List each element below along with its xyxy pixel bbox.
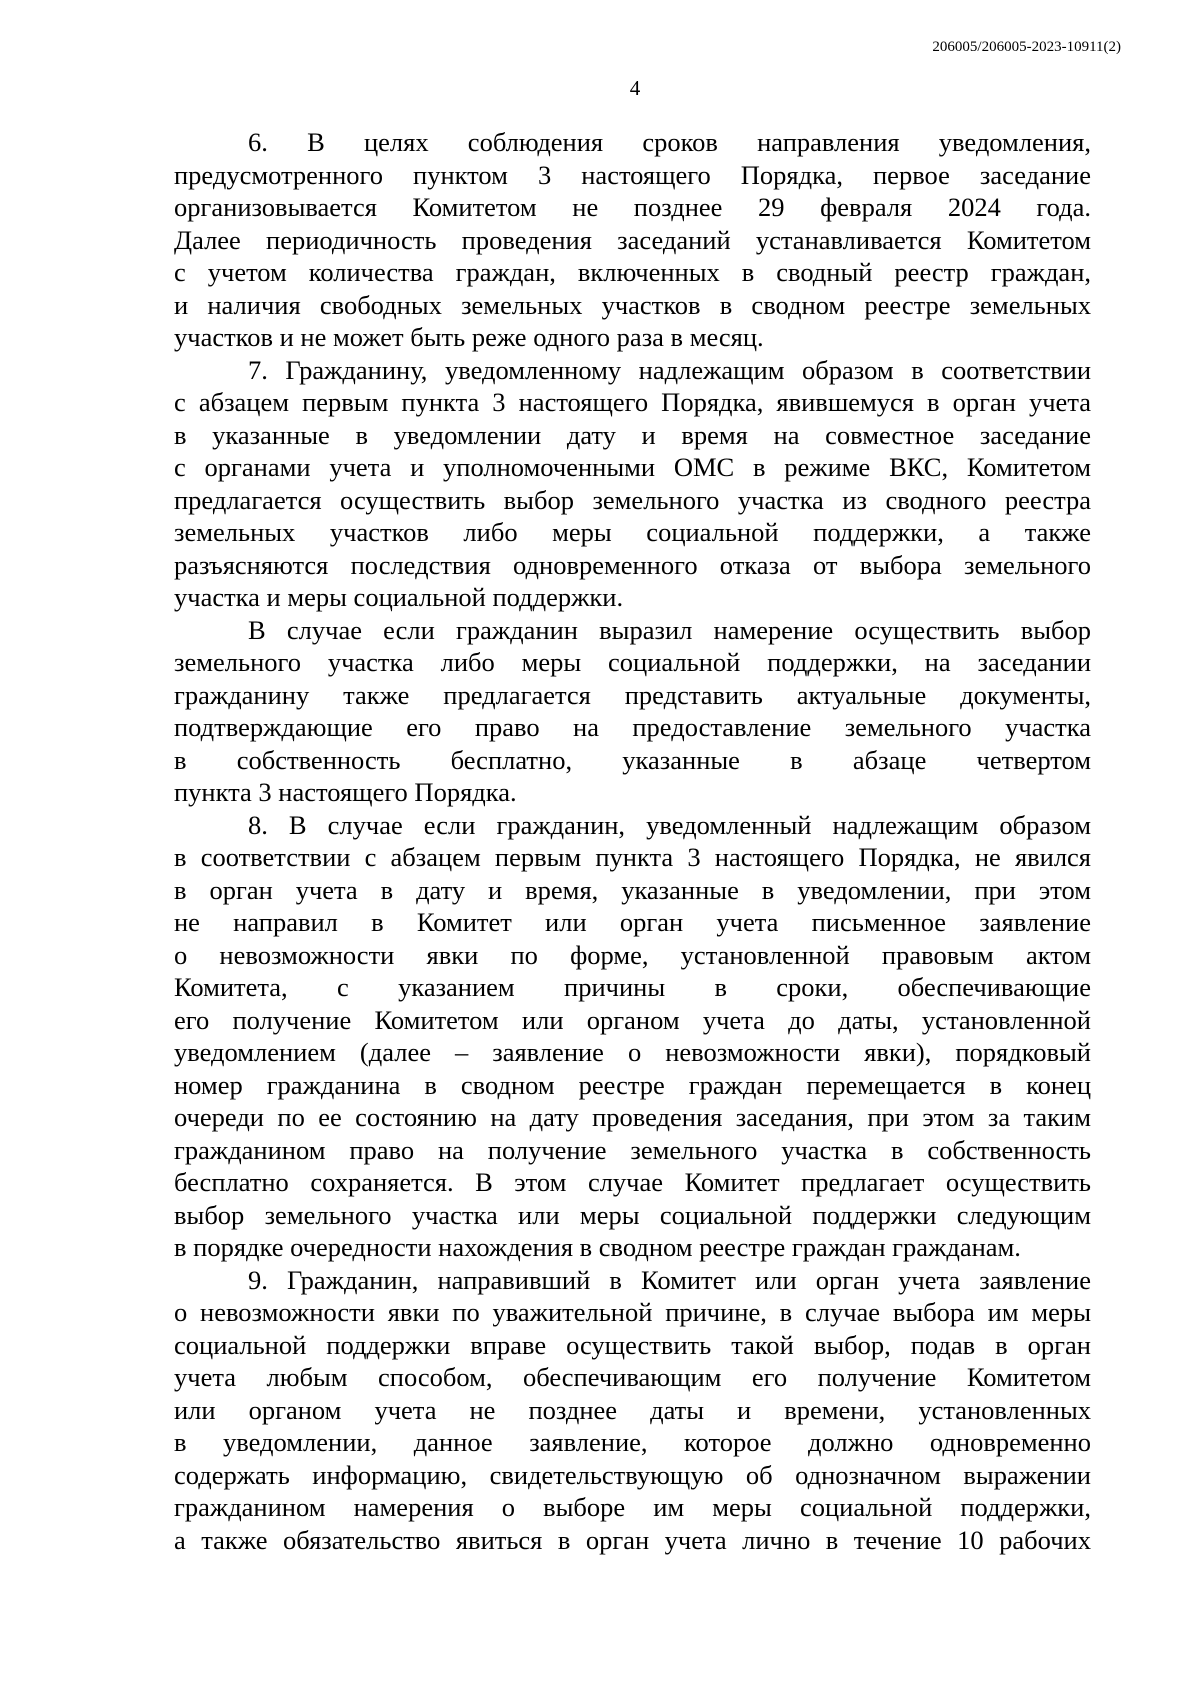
text-line: Далее периодичность проведения заседаний устанавливается Комитетом (174, 224, 1091, 255)
document-id: 206005/206005-2023-10911(2) (932, 39, 1121, 55)
text-line: участка и меры социальной поддержки. (174, 582, 624, 612)
text-line: гражданином право на получение земельного участка в собственность (174, 1134, 1091, 1165)
text-line: или органом учета не позднее даты и времени, установленных (174, 1394, 1091, 1425)
text-line: в уведомлении, данное заявление, которое должно одновременно (174, 1427, 1091, 1457)
text-line: с органами учета и уполномоченными ОМС в режиме ВКС, Комитетом (174, 452, 1091, 482)
text-line: в порядке очередности нахождения в сводном реестре граждан гражданам. (174, 1232, 1021, 1262)
text-line: номер гражданина в сводном реестре граждан перемещается в конец (174, 1069, 1091, 1100)
text-line: не направил в Комитет или орган учета письменное заявление (174, 907, 1091, 937)
document-body (174, 126, 1091, 1556)
text-line: уведомлением (далее – заявление о невозможности явки), порядковый (174, 1037, 1091, 1067)
text-line: предусмотренного пунктом 3 настоящего Порядка, первое заседание (174, 159, 1091, 190)
text-line: Комитета, с указанием причины в сроки, обеспечивающие (174, 972, 1091, 1002)
text-line: в орган учета в дату и время, указанные в уведомлении, при этом (174, 874, 1091, 905)
text-line: разъясняются последствия одновременного отказа от выбора земельного (174, 549, 1091, 580)
page-number: 4 (629, 76, 641, 100)
text-line: выбор земельного участка или меры социальной поддержки следующим (174, 1199, 1091, 1230)
text-line: а также обязательство явиться в орган учета лично в течение 10 рабочих (174, 1524, 1091, 1555)
text-line: о невозможности явки по форме, установленной правовым актом (174, 939, 1091, 970)
text-line: организовывается Комитетом не позднее 29 февраля 2024 года. (174, 192, 1091, 222)
text-line: земельного участка либо меры социальной поддержки, на заседании (174, 647, 1091, 677)
text-line: 8. В случае если гражданин, уведомленный надлежащим образом (248, 809, 1091, 840)
text-line: 7. Гражданину, уведомленному надлежащим образом в соответствии (248, 354, 1091, 385)
text-line: 9. Гражданин, направивший в Комитет или орган учета заявление (248, 1264, 1091, 1295)
paragraph (174, 126, 1091, 354)
text-line: социальной поддержки вправе осуществить такой выбор, подав в орган (174, 1329, 1091, 1360)
text-line: о невозможности явки по уважительной причине, в случае выбора им меры (174, 1297, 1091, 1327)
text-line: бесплатно сохраняется. В этом случае Комитет предлагает осуществить (174, 1167, 1091, 1197)
text-line: с учетом количества граждан, включенных в сводный реестр граждан, (174, 257, 1091, 287)
text-line: и наличия свободных земельных участков в сводном реестре земельных (174, 289, 1091, 320)
text-line: пункта 3 настоящего Порядка. (174, 777, 517, 807)
text-line: в указанные в уведомлении дату и время на совместное заседание (174, 419, 1091, 450)
text-line: предлагается осуществить выбор земельного участка из сводного реестра (174, 484, 1091, 515)
text-line: 6. В целях соблюдения сроков направления уведомления, (248, 127, 1091, 157)
text-line: В случае если гражданин выразил намерение осуществить выбор (248, 614, 1091, 645)
text-line: гражданином намерения о выборе им меры социальной поддержки, (174, 1492, 1091, 1522)
text-line: в соответствии с абзацем первым пункта 3 настоящего Порядка, не явился (174, 842, 1091, 872)
text-line: очереди по ее состоянию на дату проведения заседания, при этом за таким (174, 1102, 1091, 1132)
text-line: содержать информацию, свидетельствующую об однозначном выражении (174, 1459, 1091, 1490)
text-line: участков и не может быть реже одного раза в месяц. (174, 322, 764, 352)
text-line: гражданину также предлагается представить актуальные документы, (174, 679, 1091, 710)
paragraph (174, 354, 1091, 614)
text-line: его получение Комитетом или органом учета до даты, установленной (174, 1004, 1091, 1035)
paragraph (174, 614, 1091, 809)
paragraph (174, 1264, 1091, 1557)
text-line: в собственность бесплатно, указанные в абзаце четвертом (174, 744, 1091, 775)
text-line: с абзацем первым пункта 3 настоящего Порядка, явившемуся в орган учета (174, 387, 1091, 417)
paragraph (174, 809, 1091, 1264)
text-line: земельных участков либо меры социальной поддержки, а также (174, 517, 1091, 547)
text-line: учета любым способом, обеспечивающим его получение Комитетом (174, 1362, 1091, 1392)
text-line: подтверждающие его право на предоставление земельного участка (174, 712, 1091, 742)
